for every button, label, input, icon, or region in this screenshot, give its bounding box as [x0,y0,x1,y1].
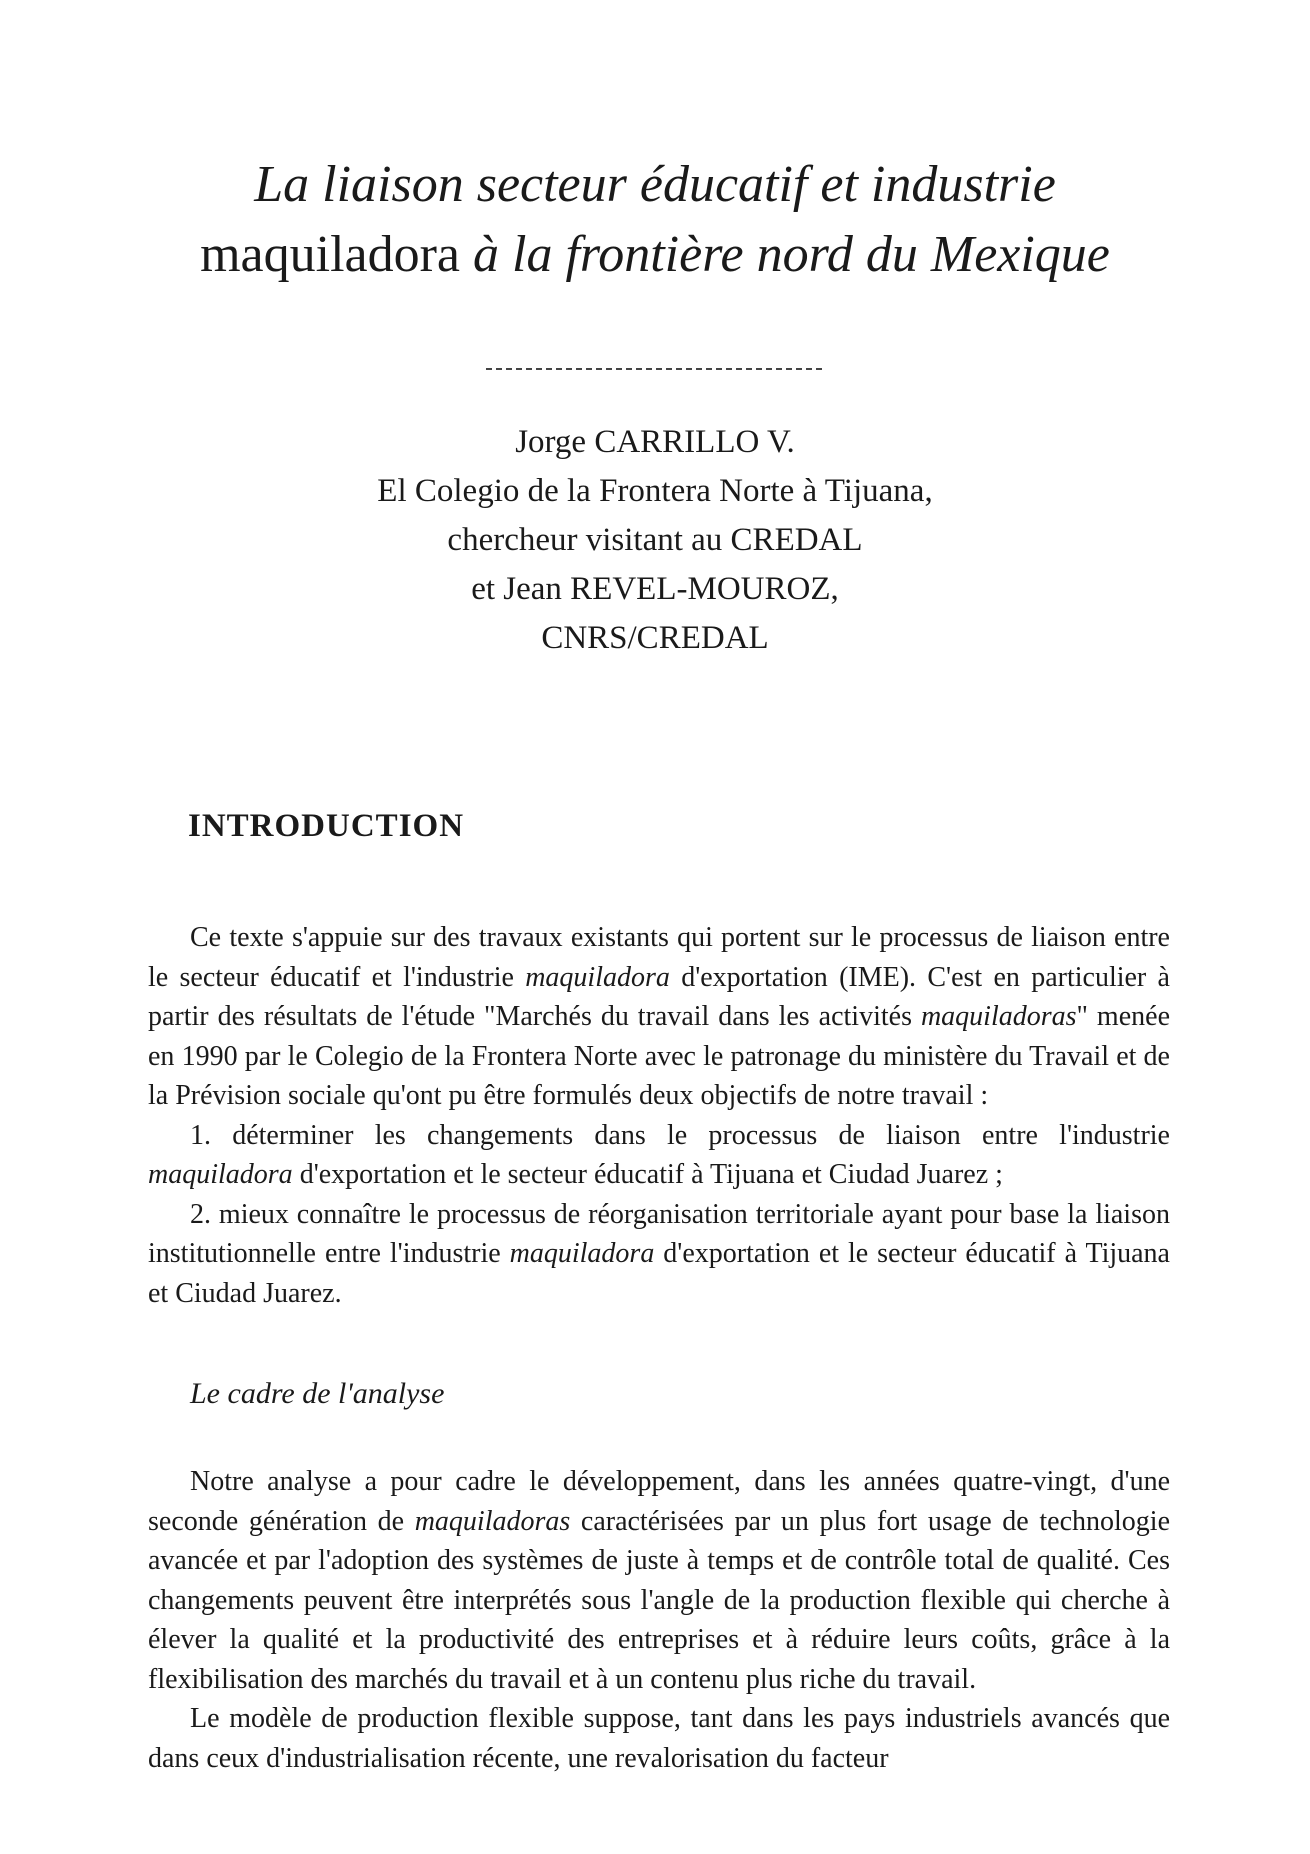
text-run: Notre analyse a pour cadre le développement, dans les années quatre-vingt, d'une seconde génération de [148,1466,1170,1537]
italic-term: maquiladora [148,1159,293,1190]
title-line-2 [150,220,1160,290]
analysis-body [148,1462,1170,1778]
author-block [250,418,1060,663]
analysis-paragraph-1 [148,1462,1170,1699]
text-run: d'exportation et le secteur éducatif à Tijuana et Ciudad Juarez ; [292,1159,1003,1190]
text-run: Ce texte s'appuie sur des travaux existants qui portent sur le processus de liaison entre le secteur éducatif et l'industrie [148,922,1170,993]
italic-term: maquiladora [509,1238,655,1269]
article-title [150,150,1160,290]
text-run: " menée en 1990 par le Colegio de la Frontera Norte avec le patronage du ministère du Travail et de la Prévision sociale qu'ont pu être formulés deux objectifs de notre travail : [148,1001,1170,1111]
intro-paragraph [148,918,1170,1116]
author-line: chercheur visitant au CREDAL [447,522,863,558]
title-line-1: La liaison secteur éducatif et industrie [254,156,1056,213]
objective-item-1 [148,1116,1170,1195]
section-heading-introduction: INTRODUCTION [188,808,465,844]
text-run: caractérisées par un plus fort usage de technologie avancée et par l'adoption des systèmes de juste à temps et de contrôle total de qualité. Ces changements peuvent être interprétés sous l'angle de la production flexible qui cherche à élever la qualité et la productivité des entreprises et à réduire leurs coûts, grâce à la flexibilisation des marchés du travail et à un contenu plus riche du travail. [148,1505,1170,1695]
objective-item-2 [148,1195,1170,1314]
analysis-paragraph-2: Le modèle de production flexible suppose, tant dans les pays industriels avancés que dans ceux d'industrialisation récente, une revalorisation du facteur [148,1703,1170,1774]
text-run: d'exportation (IME). C'est en particulier à partir des résultats de l'étude "Marchés du travail dans les activités [148,961,1170,1032]
text-run: d'exportation et le secteur éducatif à Tijuana et Ciudad Juarez. [148,1238,1170,1309]
introduction-body [148,918,1170,1313]
title-line-2-roman: maquiladora [200,226,474,283]
text-run: 2. mieux connaître le processus de réorganisation territoriale ayant pour base la liaison institutionnelle entre l'industrie [148,1198,1170,1269]
title-line-2-italic: à la frontière nord du Mexique [473,226,1110,283]
author-line: El Colegio de la Frontera Norte à Tijuana, [377,473,933,509]
italic-term: maquiladoras [414,1505,571,1537]
author-line: CNRS/CREDAL [541,620,769,656]
italic-term: maquiladora [525,961,670,993]
subsection-heading-cadre-analyse: Le cadre de l'analyse [190,1377,445,1410]
italic-term: maquiladoras [920,1001,1077,1032]
text-run: 1. déterminer les changements dans le processus de liaison entre l'industrie [190,1119,1170,1151]
title-separator-rule [486,368,822,370]
author-line: et Jean REVEL-MOUROZ, [471,571,839,607]
author-line: Jorge CARRILLO V. [515,424,795,460]
